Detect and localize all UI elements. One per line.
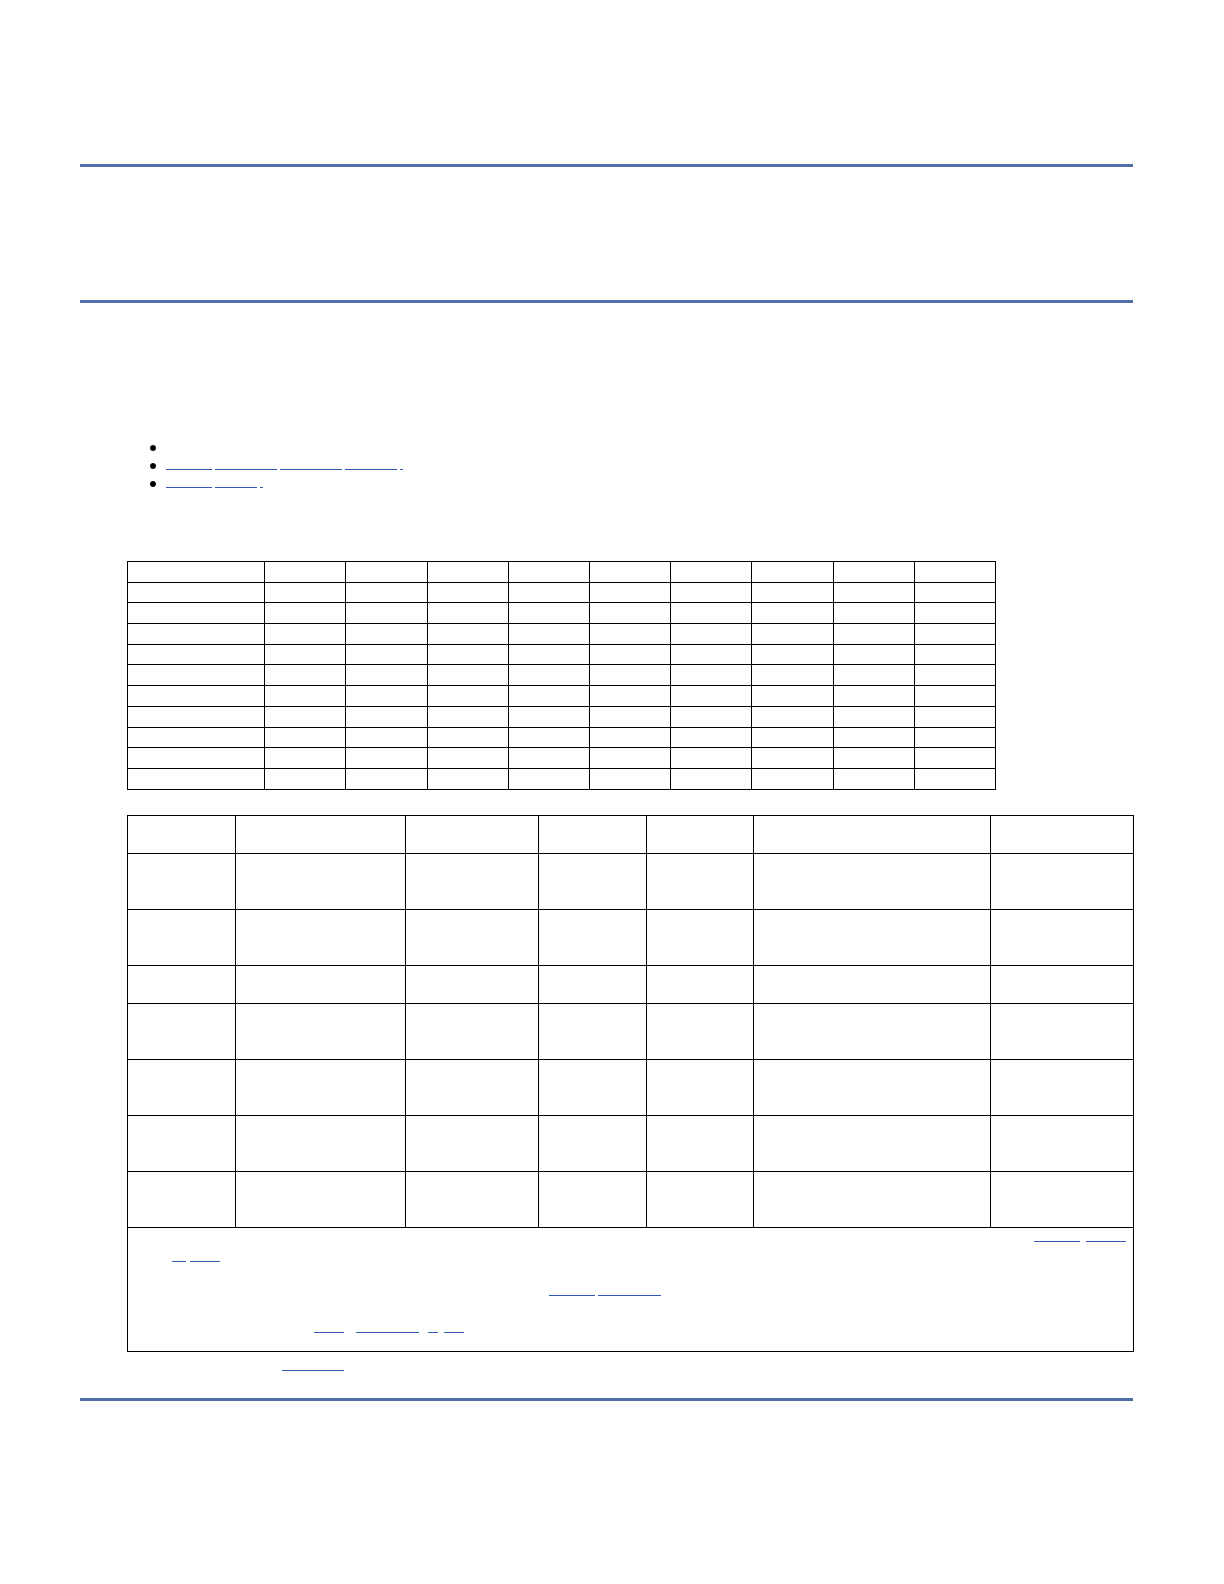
- table-cell: [991, 1004, 1134, 1060]
- table-cell: [991, 854, 1134, 910]
- table-cell: [991, 966, 1134, 1004]
- table-cell: [265, 562, 346, 583]
- table-cell: [539, 1060, 647, 1116]
- note-link[interactable]: [549, 1286, 595, 1296]
- header-rule-bottom: [80, 300, 1133, 303]
- table-cell: [590, 748, 671, 769]
- table-cell: [128, 910, 236, 966]
- table-cell: [752, 644, 833, 665]
- table-cell: [406, 966, 539, 1004]
- table-cell: [427, 644, 508, 665]
- table-cell: [427, 665, 508, 686]
- note-link[interactable]: [172, 1252, 186, 1262]
- table-cell: [833, 582, 914, 603]
- table-cell: [671, 562, 752, 583]
- table-cell: [128, 1004, 236, 1060]
- table-cell: [236, 1004, 406, 1060]
- table-cell: [752, 686, 833, 707]
- table-cell: [833, 624, 914, 645]
- table-cell: [539, 910, 647, 966]
- note-link[interactable]: [428, 1323, 438, 1333]
- table-cell: [647, 1004, 754, 1060]
- table-cell: [991, 1116, 1134, 1172]
- table-cell: [991, 1060, 1134, 1116]
- table-cell: [128, 966, 236, 1004]
- bullet-item-2[interactable]: [148, 458, 406, 476]
- table-cell: [833, 665, 914, 686]
- table-cell: [427, 582, 508, 603]
- table-cell: [833, 748, 914, 769]
- table-cell: [752, 624, 833, 645]
- table-cell: [128, 1172, 236, 1228]
- bullet-link-segment[interactable]: [166, 476, 212, 488]
- bullet-item-1: [148, 440, 406, 458]
- table-cell: [265, 665, 346, 686]
- table-cell: [590, 644, 671, 665]
- table-cell: [590, 624, 671, 645]
- table-cell: [128, 1116, 236, 1172]
- table-cell: [671, 624, 752, 645]
- table-cell: [833, 686, 914, 707]
- table-cell: [346, 748, 427, 769]
- table-cell: [590, 706, 671, 727]
- table-cell: [752, 706, 833, 727]
- table-row: [128, 966, 1134, 1004]
- table-cell: [671, 644, 752, 665]
- table-cell: [128, 816, 236, 854]
- table-cell: [539, 816, 647, 854]
- table-cell: [406, 1172, 539, 1228]
- table-cell: [236, 966, 406, 1004]
- table-cell: [752, 582, 833, 603]
- table-cell: [236, 1116, 406, 1172]
- table-cell: [508, 706, 589, 727]
- table-cell: [991, 1172, 1134, 1228]
- table-cell: [752, 768, 833, 789]
- table-cell: [346, 582, 427, 603]
- table-cell: [346, 644, 427, 665]
- table-cell: [539, 854, 647, 910]
- note-link[interactable]: [598, 1286, 661, 1296]
- table-cell: [671, 768, 752, 789]
- table-cell: [671, 686, 752, 707]
- table-cell: [427, 562, 508, 583]
- table-cell: [128, 644, 265, 665]
- table-row: [128, 768, 996, 789]
- footer-rule: [80, 1398, 1133, 1401]
- table-cell: [914, 686, 995, 707]
- table-cell: [647, 816, 754, 854]
- table-row: [128, 1172, 1134, 1228]
- table-cell: [671, 665, 752, 686]
- table-cell: [590, 603, 671, 624]
- table-cell: [590, 768, 671, 789]
- note-link[interactable]: [444, 1323, 464, 1333]
- table-cell: [128, 727, 265, 748]
- table-cell: [346, 686, 427, 707]
- table-cell: [671, 706, 752, 727]
- table-cell: [914, 644, 995, 665]
- table-cell: [265, 748, 346, 769]
- note-link[interactable]: [356, 1323, 419, 1333]
- table-cell: [752, 603, 833, 624]
- note-link[interactable]: [314, 1323, 344, 1333]
- table-cell: [128, 1060, 236, 1116]
- table-note-cell: [128, 1228, 1134, 1352]
- table-cell: [754, 966, 991, 1004]
- table-cell: [406, 854, 539, 910]
- table-cell: [236, 1172, 406, 1228]
- table-cell: [508, 665, 589, 686]
- table-cell: [236, 816, 406, 854]
- table-cell: [754, 854, 991, 910]
- table-cell: [833, 768, 914, 789]
- table-cell: [128, 854, 236, 910]
- table-cell: [346, 624, 427, 645]
- table-cell: [427, 624, 508, 645]
- bullet-item-3[interactable]: [148, 476, 406, 494]
- table-cell: [406, 910, 539, 966]
- table-cell: [833, 603, 914, 624]
- table-cell: [590, 727, 671, 748]
- table-cell: [833, 562, 914, 583]
- table-cell: [647, 910, 754, 966]
- table-row: [128, 706, 996, 727]
- table-cell: [991, 816, 1134, 854]
- table-row: [128, 665, 996, 686]
- table-cell: [508, 768, 589, 789]
- table-cell: [671, 748, 752, 769]
- table-row: [128, 1116, 1134, 1172]
- table-cell: [752, 665, 833, 686]
- table-row: [128, 727, 996, 748]
- table-cell: [265, 582, 346, 603]
- table-cell: [754, 910, 991, 966]
- table-cell: [914, 768, 995, 789]
- table-row: [128, 603, 996, 624]
- table-cell: [427, 686, 508, 707]
- table-cell: [128, 768, 265, 789]
- table-cell: [508, 686, 589, 707]
- table-row: [128, 624, 996, 645]
- footnote-link[interactable]: [282, 1361, 344, 1371]
- table-cell: [539, 966, 647, 1004]
- table-cell: [508, 748, 589, 769]
- table-cell: [236, 910, 406, 966]
- bullet-link-segment[interactable]: [345, 458, 397, 470]
- table-cell: [754, 1172, 991, 1228]
- bullet-link-segment[interactable]: [215, 476, 257, 488]
- table-cell: [914, 748, 995, 769]
- table-cell: [752, 727, 833, 748]
- table-cell: [647, 1172, 754, 1228]
- table-cell: [346, 706, 427, 727]
- table-cell: [590, 582, 671, 603]
- table-cell: [833, 706, 914, 727]
- matrix-table: [127, 561, 996, 790]
- table-cell: [754, 1116, 991, 1172]
- table-cell: [128, 624, 265, 645]
- table-cell: [265, 727, 346, 748]
- table-row: [128, 644, 996, 665]
- table-cell: [128, 562, 265, 583]
- table-cell: [752, 562, 833, 583]
- table-cell: [914, 582, 995, 603]
- table-cell: [539, 1116, 647, 1172]
- bullet-link-segment[interactable]: [400, 458, 403, 470]
- bullet-link-segment[interactable]: [260, 476, 263, 488]
- table-cell: [752, 748, 833, 769]
- table-cell: [754, 816, 991, 854]
- table-cell: [671, 727, 752, 748]
- table-cell: [914, 706, 995, 727]
- table-cell: [265, 624, 346, 645]
- table-cell: [346, 562, 427, 583]
- table-cell: [508, 727, 589, 748]
- table-cell: [647, 854, 754, 910]
- table-cell: [647, 1060, 754, 1116]
- table-cell: [346, 768, 427, 789]
- table-cell: [406, 1004, 539, 1060]
- table-cell: [590, 665, 671, 686]
- bullet-link-segment[interactable]: [215, 458, 277, 470]
- table-cell: [508, 603, 589, 624]
- table-cell: [128, 706, 265, 727]
- table-cell: [427, 603, 508, 624]
- table-cell: [128, 665, 265, 686]
- table-row: [128, 854, 1134, 910]
- table-cell: [647, 966, 754, 1004]
- table-cell: [406, 1116, 539, 1172]
- bullet-link-segment[interactable]: [280, 458, 342, 470]
- table-cell: [265, 603, 346, 624]
- table-cell: [754, 1004, 991, 1060]
- table-cell: [991, 910, 1134, 966]
- table-cell: [406, 816, 539, 854]
- table-cell: [671, 603, 752, 624]
- table-cell: [236, 1060, 406, 1116]
- table-cell: [427, 748, 508, 769]
- table-cell: [833, 727, 914, 748]
- bullet-link-segment[interactable]: [166, 458, 212, 470]
- table-row: [128, 748, 996, 769]
- table-cell: [914, 562, 995, 583]
- table-cell: [833, 644, 914, 665]
- table-cell: [265, 706, 346, 727]
- table-note-row: [128, 1228, 1134, 1352]
- table-cell: [914, 727, 995, 748]
- table-cell: [346, 603, 427, 624]
- table-cell: [508, 644, 589, 665]
- table-cell: [539, 1172, 647, 1228]
- table-cell: [265, 686, 346, 707]
- table-cell: [427, 768, 508, 789]
- table-row: [128, 582, 996, 603]
- table-cell: [128, 686, 265, 707]
- table-row: [128, 562, 996, 583]
- table-cell: [508, 624, 589, 645]
- table-cell: [128, 603, 265, 624]
- header-rule-top: [80, 164, 1133, 167]
- table-cell: [236, 854, 406, 910]
- table-cell: [346, 665, 427, 686]
- table-cell: [508, 582, 589, 603]
- table-row: [128, 910, 1134, 966]
- table-row: [128, 686, 996, 707]
- table-cell: [427, 727, 508, 748]
- note-link[interactable]: [1034, 1232, 1080, 1242]
- bullet-list: [148, 440, 406, 494]
- note-link[interactable]: [190, 1252, 220, 1262]
- table-cell: [427, 706, 508, 727]
- table-cell: [914, 603, 995, 624]
- detail-table: [127, 815, 1134, 1352]
- table-cell: [590, 686, 671, 707]
- table-cell: [128, 748, 265, 769]
- table-cell: [265, 768, 346, 789]
- table-cell: [590, 562, 671, 583]
- table-cell: [406, 1060, 539, 1116]
- table-cell: [914, 665, 995, 686]
- note-link[interactable]: [1086, 1232, 1126, 1242]
- table-cell: [539, 1004, 647, 1060]
- table-cell: [647, 1116, 754, 1172]
- table-cell: [265, 644, 346, 665]
- table-row: [128, 816, 1134, 854]
- table-row: [128, 1060, 1134, 1116]
- table-cell: [508, 562, 589, 583]
- table-row: [128, 1004, 1134, 1060]
- table-cell: [754, 1060, 991, 1116]
- table-cell: [128, 582, 265, 603]
- table-cell: [346, 727, 427, 748]
- table-cell: [671, 582, 752, 603]
- table-cell: [914, 624, 995, 645]
